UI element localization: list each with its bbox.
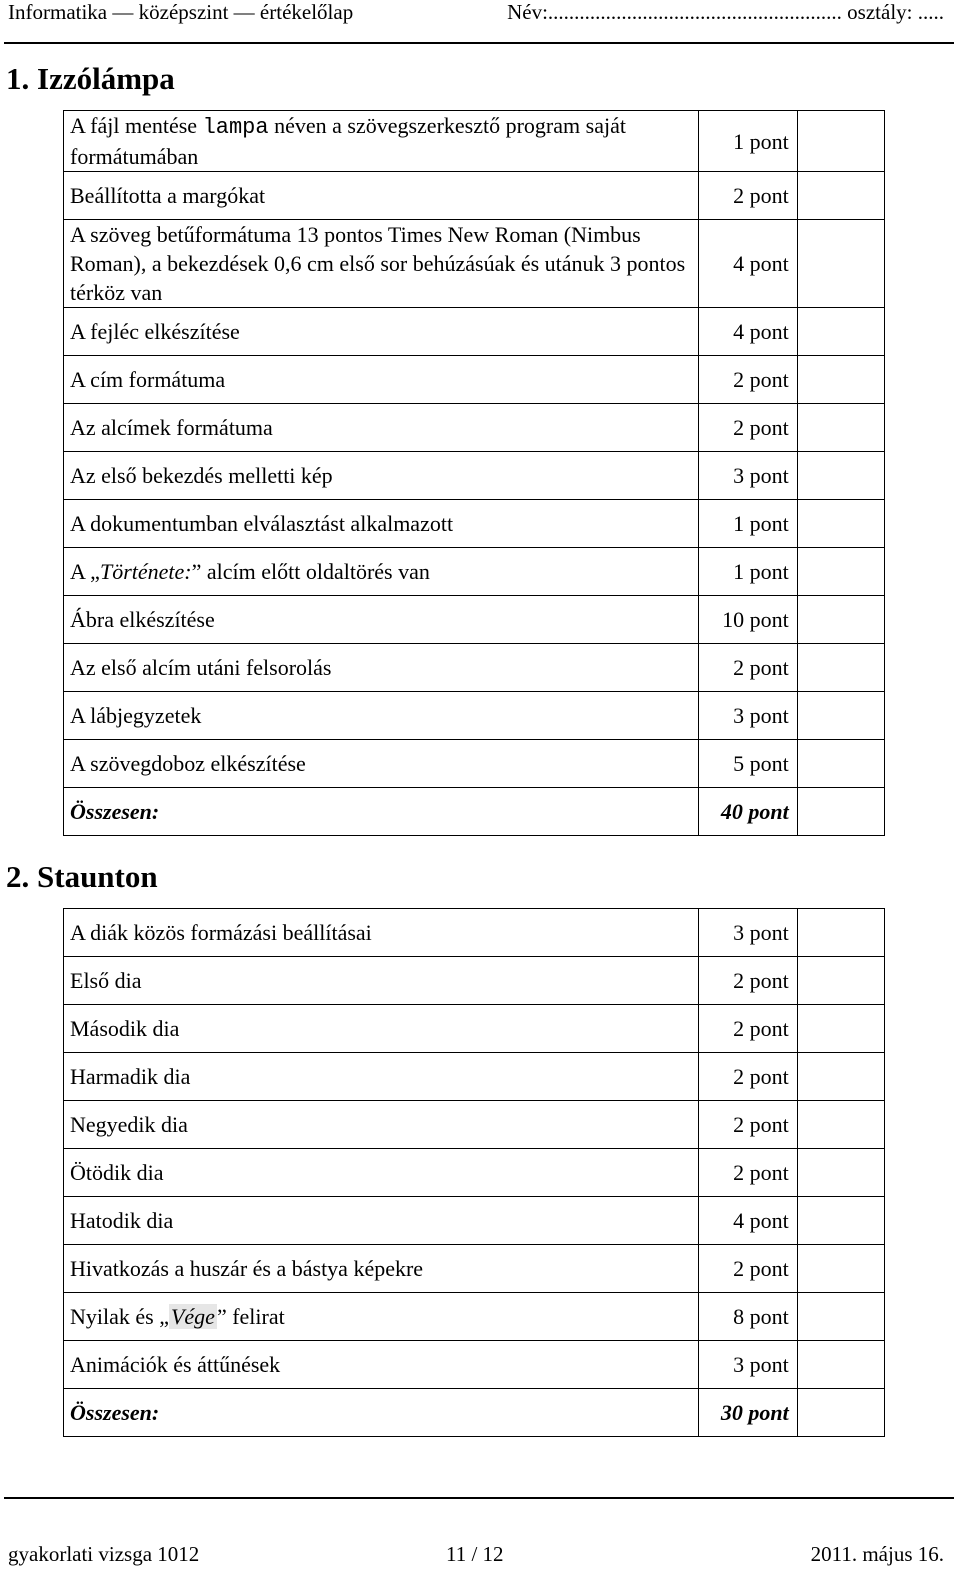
table-row	[64, 692, 885, 740]
criterion-cell: Nyilak és „Vége” felirat	[64, 1293, 699, 1341]
criterion-cell: A fájl mentése lampa néven a szövegszerkesztő program saját formátumában	[64, 111, 699, 172]
criterion-cell: Negyedik dia	[64, 1101, 699, 1149]
table-row	[64, 356, 885, 404]
points-cell: 5 pont	[698, 740, 797, 788]
table-row	[64, 1197, 885, 1245]
section-title-2: 2. Staunton	[6, 859, 158, 894]
score-entry-cell	[797, 596, 884, 644]
points-cell: 10 pont	[698, 596, 797, 644]
section-title-1: 1. Izzólámpa	[6, 61, 175, 96]
score-entry-cell	[797, 548, 884, 596]
table-row	[64, 1053, 885, 1101]
emphasized-label: Vége	[170, 1304, 215, 1329]
total-row	[64, 1389, 885, 1437]
table-row	[64, 1293, 885, 1341]
score-entry-cell	[797, 111, 884, 172]
score-entry-cell	[797, 692, 884, 740]
criterion-cell: A fejléc elkészítése	[64, 308, 699, 356]
criterion-cell: Az első bekezdés melletti kép	[64, 452, 699, 500]
score-entry-cell	[797, 1101, 884, 1149]
points-cell: 2 pont	[698, 1005, 797, 1053]
table-row	[64, 500, 885, 548]
total-label: Összesen:	[64, 1389, 699, 1437]
table-row	[64, 1005, 885, 1053]
criterion-cell: Harmadik dia	[64, 1053, 699, 1101]
points-cell: 4 pont	[698, 308, 797, 356]
points-cell: 3 pont	[698, 909, 797, 957]
criterion-cell: A „Története:” alcím előtt oldaltörés van	[64, 548, 699, 596]
points-cell: 2 pont	[698, 1149, 797, 1197]
score-entry-cell	[797, 404, 884, 452]
table-row	[64, 172, 885, 220]
score-table-1	[63, 110, 885, 836]
total-label: Összesen:	[64, 788, 699, 836]
table-row	[64, 404, 885, 452]
points-cell: 4 pont	[698, 220, 797, 308]
criterion-cell: Hatodik dia	[64, 1197, 699, 1245]
criterion-cell: Ötödik dia	[64, 1149, 699, 1197]
page-number: 11 / 12	[446, 1542, 504, 1566]
criterion-cell: Második dia	[64, 1005, 699, 1053]
score-entry-cell	[797, 740, 884, 788]
points-cell: 2 pont	[698, 1053, 797, 1101]
points-cell: 2 pont	[698, 172, 797, 220]
points-cell: 3 pont	[698, 692, 797, 740]
points-cell: 3 pont	[698, 1341, 797, 1389]
points-cell: 2 pont	[698, 1101, 797, 1149]
points-cell: 2 pont	[698, 1245, 797, 1293]
total-points: 40 pont	[698, 788, 797, 836]
table-row	[64, 909, 885, 957]
criterion-cell: Hivatkozás a huszár és a bástya képekre	[64, 1245, 699, 1293]
score-entry-cell	[797, 1149, 884, 1197]
total-row	[64, 788, 885, 836]
score-entry-cell	[797, 220, 884, 308]
points-cell: 8 pont	[698, 1293, 797, 1341]
table-row	[64, 111, 885, 172]
points-cell: 2 pont	[698, 644, 797, 692]
score-entry-cell	[797, 1341, 884, 1389]
score-entry-cell	[797, 1197, 884, 1245]
header-divider	[4, 42, 954, 44]
table-row	[64, 596, 885, 644]
page-header	[8, 0, 944, 30]
table-row	[64, 1341, 885, 1389]
page-footer	[8, 1542, 944, 1572]
table-row	[64, 1245, 885, 1293]
criterion-cell: Ábra elkészítése	[64, 596, 699, 644]
score-entry-cell	[797, 1005, 884, 1053]
table-row	[64, 740, 885, 788]
header-name-class: Név:........................................................ osztály: .....	[507, 0, 944, 24]
table-row	[64, 452, 885, 500]
score-entry-cell	[797, 644, 884, 692]
table-row	[64, 1149, 885, 1197]
points-cell: 2 pont	[698, 404, 797, 452]
points-cell: 1 pont	[698, 500, 797, 548]
table-row	[64, 220, 885, 308]
exam-date: 2011. május 16.	[810, 1542, 944, 1566]
score-entry-cell	[797, 172, 884, 220]
exam-id: gyakorlati vizsga 1012	[8, 1542, 200, 1566]
emphasized-subtitle: Története:	[99, 559, 192, 584]
criterion-cell: Első dia	[64, 957, 699, 1005]
score-entry-cell	[797, 957, 884, 1005]
score-entry-cell	[797, 452, 884, 500]
score-entry-cell	[797, 500, 884, 548]
criterion-cell: A dokumentumban elválasztást alkalmazott	[64, 500, 699, 548]
score-entry-cell	[797, 356, 884, 404]
table-row	[64, 644, 885, 692]
header-subject: Informatika — középszint — értékelőlap	[8, 0, 354, 24]
criterion-cell: A szöveg betűformátuma 13 pontos Times New Roman (Nimbus Roman), a bekezdések 0,6 cm első sor behúzásúak és utánuk 3 pontos térköz van	[64, 220, 699, 308]
criterion-cell: A cím formátuma	[64, 356, 699, 404]
points-cell: 3 pont	[698, 452, 797, 500]
points-cell: 4 pont	[698, 1197, 797, 1245]
criterion-cell: Az első alcím utáni felsorolás	[64, 644, 699, 692]
table-row	[64, 548, 885, 596]
score-entry-cell	[797, 909, 884, 957]
total-points: 30 pont	[698, 1389, 797, 1437]
score-entry-cell	[797, 788, 884, 836]
criterion-cell: Animációk és áttűnések	[64, 1341, 699, 1389]
criterion-cell: A szövegdoboz elkészítése	[64, 740, 699, 788]
score-entry-cell	[797, 1245, 884, 1293]
points-cell: 2 pont	[698, 957, 797, 1005]
score-entry-cell	[797, 1293, 884, 1341]
table-row	[64, 1101, 885, 1149]
points-cell: 1 pont	[698, 111, 797, 172]
table-row	[64, 308, 885, 356]
points-cell: 2 pont	[698, 356, 797, 404]
filename-code: lampa	[202, 115, 269, 140]
criterion-cell: A diák közös formázási beállításai	[64, 909, 699, 957]
criterion-cell: Az alcímek formátuma	[64, 404, 699, 452]
criterion-cell: A lábjegyzetek	[64, 692, 699, 740]
points-cell: 1 pont	[698, 548, 797, 596]
score-entry-cell	[797, 1053, 884, 1101]
score-table-2	[63, 908, 885, 1437]
footer-divider	[4, 1497, 954, 1499]
criterion-cell: Beállította a margókat	[64, 172, 699, 220]
table-row	[64, 957, 885, 1005]
score-entry-cell	[797, 1389, 884, 1437]
score-entry-cell	[797, 308, 884, 356]
